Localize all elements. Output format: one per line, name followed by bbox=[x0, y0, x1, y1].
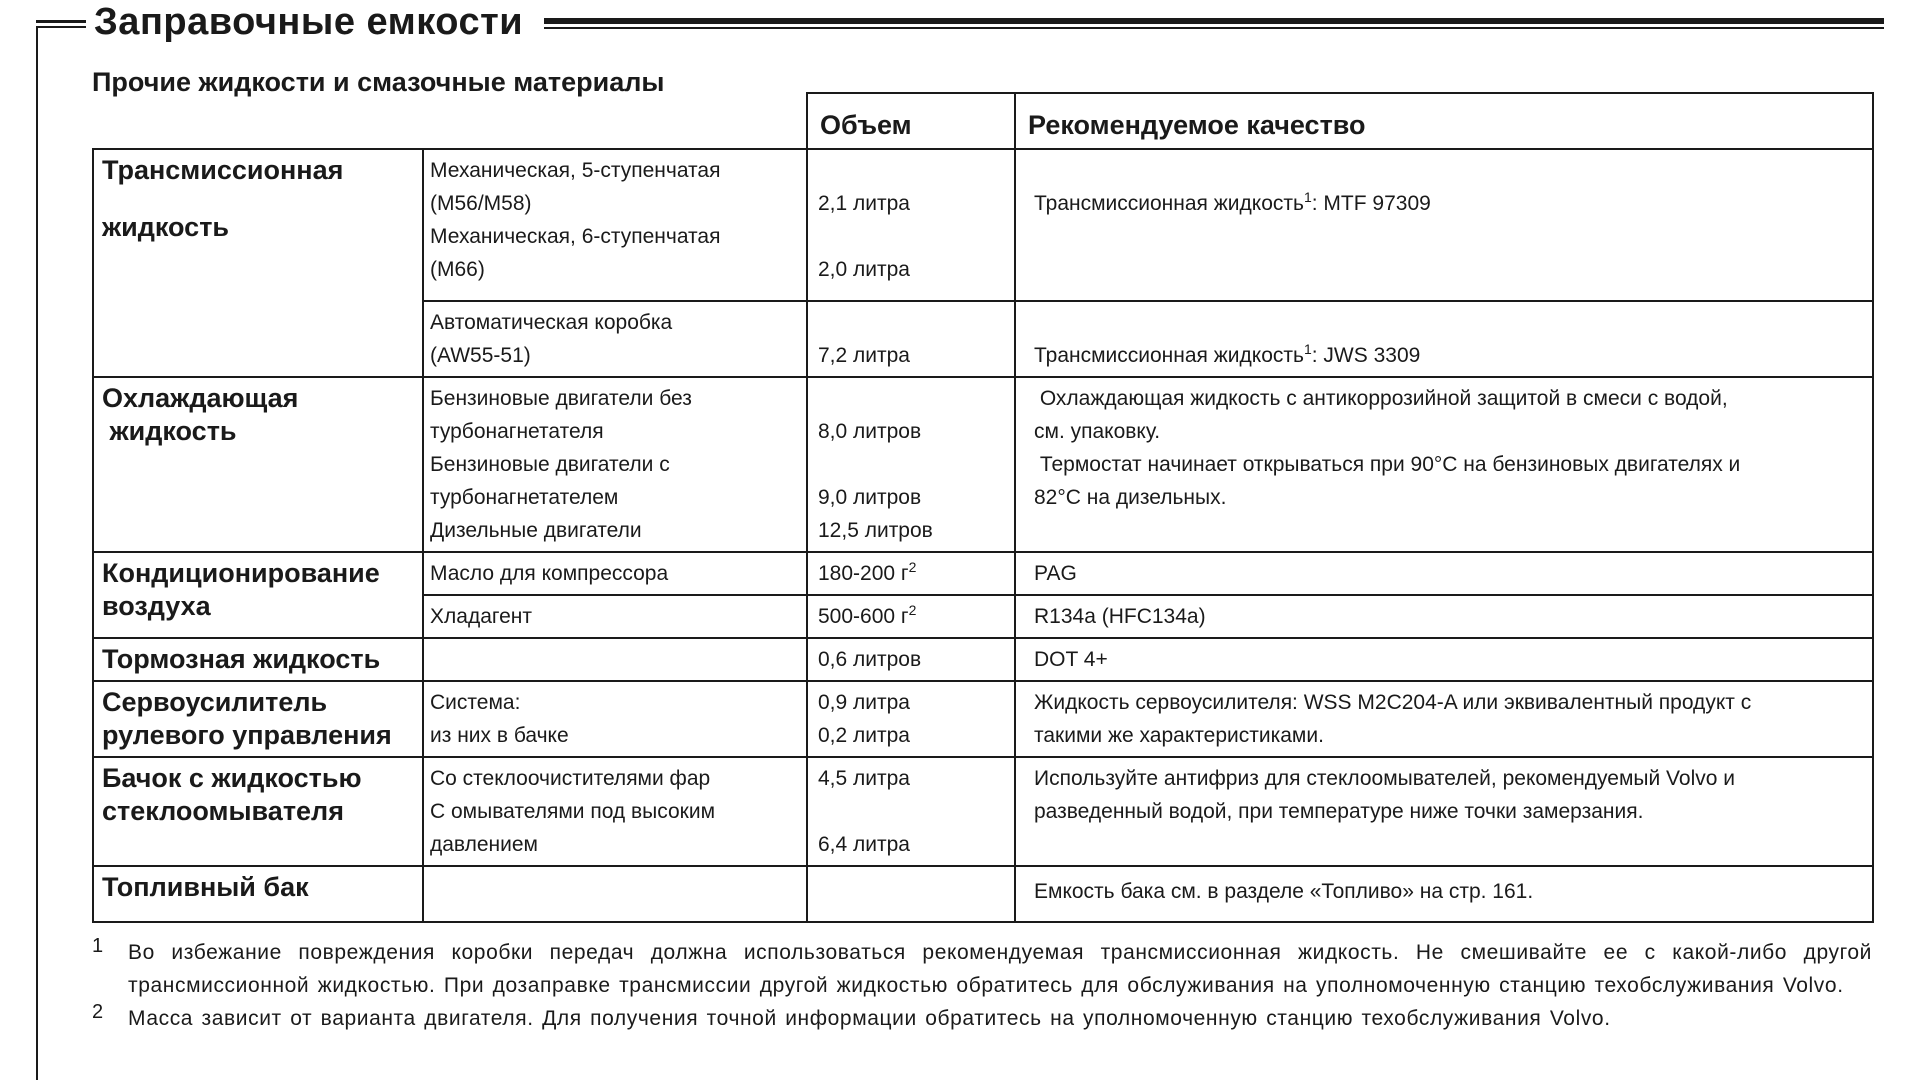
table-subheading: Прочие жидкости и смазочные материалы bbox=[92, 67, 665, 97]
quality-washer: Используйте антифриз для стеклоомывателей, рекомендуемый Volvo и разведенный водой, при температуре ниже точки замерзания. bbox=[1015, 757, 1873, 866]
table-header-row bbox=[93, 93, 1873, 149]
quality-fuel: Емкость бака см. в разделе «Топливо» на стр. 161. bbox=[1015, 866, 1873, 922]
quality-transmission-manual: Трансмиссионная жидкость$^1$: MTF 97309 bbox=[1015, 149, 1873, 301]
table-row-ac-oil bbox=[93, 552, 1873, 595]
item-fuel bbox=[423, 866, 807, 922]
quality-ac-refrigerant: R134a (HFC134a) bbox=[1015, 595, 1873, 638]
item-steering: Система: из них в бачке bbox=[423, 681, 807, 757]
item-transmission-auto: Автоматическая коробка (AW55-51) bbox=[423, 301, 807, 377]
page-title: Заправочные емкости bbox=[94, 1, 524, 43]
category-washer: Бачок с жидкостью стеклоомывателя bbox=[93, 757, 423, 866]
footnote-number: 1 bbox=[92, 935, 104, 957]
table-row-steering bbox=[93, 681, 1873, 757]
quality-brake: DOT 4+ bbox=[1015, 638, 1873, 681]
table-row-fuel bbox=[93, 866, 1873, 922]
header-rule-left-thin bbox=[36, 26, 86, 28]
category-coolant: Охлаждающая жидкость bbox=[93, 377, 423, 552]
header-rule-right bbox=[544, 18, 1884, 24]
item-transmission-manual: Механическая, 5-ступенчатая (M56/M58) Механическая, 6-ступенчатая (M66) bbox=[423, 149, 807, 301]
footnote-2 bbox=[92, 1002, 1872, 1035]
category-steering: Сервоусилитель рулевого управления bbox=[93, 681, 423, 757]
header-blank-cell bbox=[93, 93, 807, 149]
col-header-volume: Объем bbox=[807, 93, 1015, 149]
quality-steering: Жидкость сервоусилителя: WSS M2C204-A или эквивалентный продукт с такими же характеристиками. bbox=[1015, 681, 1873, 757]
item-coolant: Бензиновые двигатели без турбонагнетателя Бензиновые двигатели с турбонагнетателем Дизельные двигатели bbox=[423, 377, 807, 552]
table-row-washer bbox=[93, 757, 1873, 866]
footnote-text: Во избежание повреждения коробки передач должна использоваться рекомендуемая трансмиссионная жидкость. Не смешивайте ее с какой-либо другой трансмиссионной жидкостью. При дозаправке трансмиссии другой жидкостью обратитесь для обслуживания на уполномоченную станцию техобслуживания Volvo. bbox=[128, 941, 1872, 997]
category-fuel: Топливный бак bbox=[93, 866, 423, 922]
header-rule-left bbox=[36, 20, 86, 23]
table-row-transmission-manual bbox=[93, 149, 1873, 301]
category-transmission: Трансмиссионная жидкость bbox=[93, 149, 423, 377]
item-ac-oil: Масло для компрессора bbox=[423, 552, 807, 595]
volume-coolant: 8,0 литров 9,0 литров 12,5 литров bbox=[807, 377, 1015, 552]
capacities-table bbox=[92, 92, 1874, 923]
volume-brake: 0,6 литров bbox=[807, 638, 1015, 681]
table-row-brake bbox=[93, 638, 1873, 681]
volume-fuel bbox=[807, 866, 1015, 922]
footnote-text: Масса зависит от варианта двигателя. Для получения точной информации обратитесь на уполномоченную станцию техобслуживания Volvo. bbox=[128, 1007, 1611, 1030]
item-washer: Со стеклоочистителями фар С омывателями под высоким давлением bbox=[423, 757, 807, 866]
footnote-number: 2 bbox=[92, 1001, 104, 1023]
volume-transmission-auto: 7,2 литра bbox=[807, 301, 1015, 377]
category-ac: Кондиционирование воздуха bbox=[93, 552, 423, 638]
item-ac-refrigerant: Хладагент bbox=[423, 595, 807, 638]
header-rule-right-thin bbox=[544, 27, 1884, 29]
footnote-1 bbox=[92, 936, 1872, 1002]
page-left-rule bbox=[36, 28, 38, 1080]
item-brake bbox=[423, 638, 807, 681]
table-row-coolant bbox=[93, 377, 1873, 552]
quality-transmission-auto: Трансмиссионная жидкость$^1$: JWS 3309 bbox=[1015, 301, 1873, 377]
quality-ac-oil: PAG bbox=[1015, 552, 1873, 595]
volume-ac-oil: 180-200 $г^2$ bbox=[807, 552, 1015, 595]
category-brake: Тормозная жидкость bbox=[93, 638, 423, 681]
capacities-table-section bbox=[92, 67, 1872, 923]
volume-ac-refrigerant: 500-600 $г^2$ bbox=[807, 595, 1015, 638]
page-header bbox=[36, 0, 1884, 46]
volume-transmission-manual: 2,1 литра 2,0 литра bbox=[807, 149, 1015, 301]
quality-coolant: Охлаждающая жидкость с антикоррозийной защитой в смеси с водой, см. упаковку. Термостат начинает открываться при 90°C на бензиновых двигателях и 82°C на дизельных. bbox=[1015, 377, 1873, 552]
col-header-quality: Рекомендуемое качество bbox=[1015, 93, 1873, 149]
volume-washer: 4,5 литра 6,4 литра bbox=[807, 757, 1015, 866]
volume-steering: 0,9 литра 0,2 литра bbox=[807, 681, 1015, 757]
footnotes bbox=[92, 936, 1872, 1035]
